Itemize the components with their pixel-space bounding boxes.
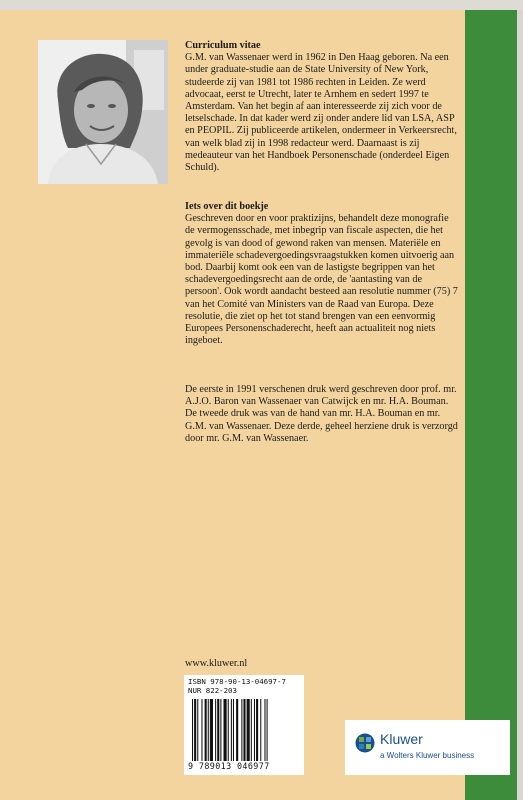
publisher-logo-panel [345, 720, 510, 775]
green-spine-band [465, 10, 517, 800]
cv-heading: Curriculum vitae [185, 40, 261, 51]
publisher-url: www.kluwer.nl [185, 658, 248, 669]
curriculum-vitae-section [185, 40, 460, 174]
about-book-section [185, 201, 460, 347]
barcode-digits: 9 789013 046977 [188, 761, 270, 771]
barcode-bars [192, 699, 296, 761]
editions-paragraph-2: De tweede druk was van de hand van mr. H.A. Bouman en mr. G.M. van Wassenaer. Deze derde, geheel herziene druk is verzorgd door mr. G.M. van Wassenaer. [185, 408, 458, 444]
publisher-tagline: a Wolters Kluwer business [380, 751, 475, 760]
editions-paragraph-1: De eerste in 1991 verschenen druk werd geschreven door prof. mr. A.J.O. Baron van Wassenaer van Catwijck en mr. H.A. Bouman. [185, 384, 457, 408]
about-text: Geschreven door en voor praktizijns, behandelt deze monografie de vermogensschade, met inbegrip van fiscale aspecten, die het gevolg is van dood of gewond raken van mensen. Materiële en immateriële schadevergoedingsvraagstukken komen uitvoerig aan bod. Daarbij komt ook een van de lastigste begrippen van het schadevergoedingsrecht aan de orde, de 'aantasting van de persoon'. Ook wordt aandacht besteed aan resolutie nummer (75) 7 van het Comité van Ministers van de Raad van Europa. Deze resolutie, die ziet op het tot stand brengen van een eenvormig Europees Personenschaderecht, heeft aan actualiteit nog niets ingeboet. [185, 213, 458, 347]
kluwer-logo-icon [355, 733, 375, 753]
page-side-edge [517, 10, 523, 800]
about-heading: Iets over dit boekje [185, 201, 269, 212]
author-photo [38, 40, 168, 184]
page-top-edge [0, 0, 523, 10]
author-portrait-image [38, 40, 168, 184]
cv-text: G.M. van Wassenaer werd in 1962 in Den Haag geboren. Na een under graduate-studie aan de State University of New York, studeerde zij van 1981 tot 1986 rechten in Leiden. Ze werd advocaat, eerst te Utrecht, later te Arnhem en sedert 1997 te Amsterdam. Van het begin af aan interesseerde zij zich voor de letselschade. In dat kader werd zij onder andere lid van LSA, ASP en PEOPIL. Zij publiceerde artikelen, ondermeer in Verkeersrecht, van welk blad zij in 1998 redacteur werd. Daarnaast is zij medeauteur van het Handboek Personenschade (onderdeel Eigen Schuld). [185, 52, 457, 174]
editions-section [185, 384, 460, 445]
publisher-name: Kluwer [380, 731, 423, 747]
nur-text: NUR 822-203 [188, 686, 237, 695]
isbn-text: ISBN 978-90-13-04697-7 [188, 677, 286, 686]
barcode-panel [184, 675, 304, 775]
